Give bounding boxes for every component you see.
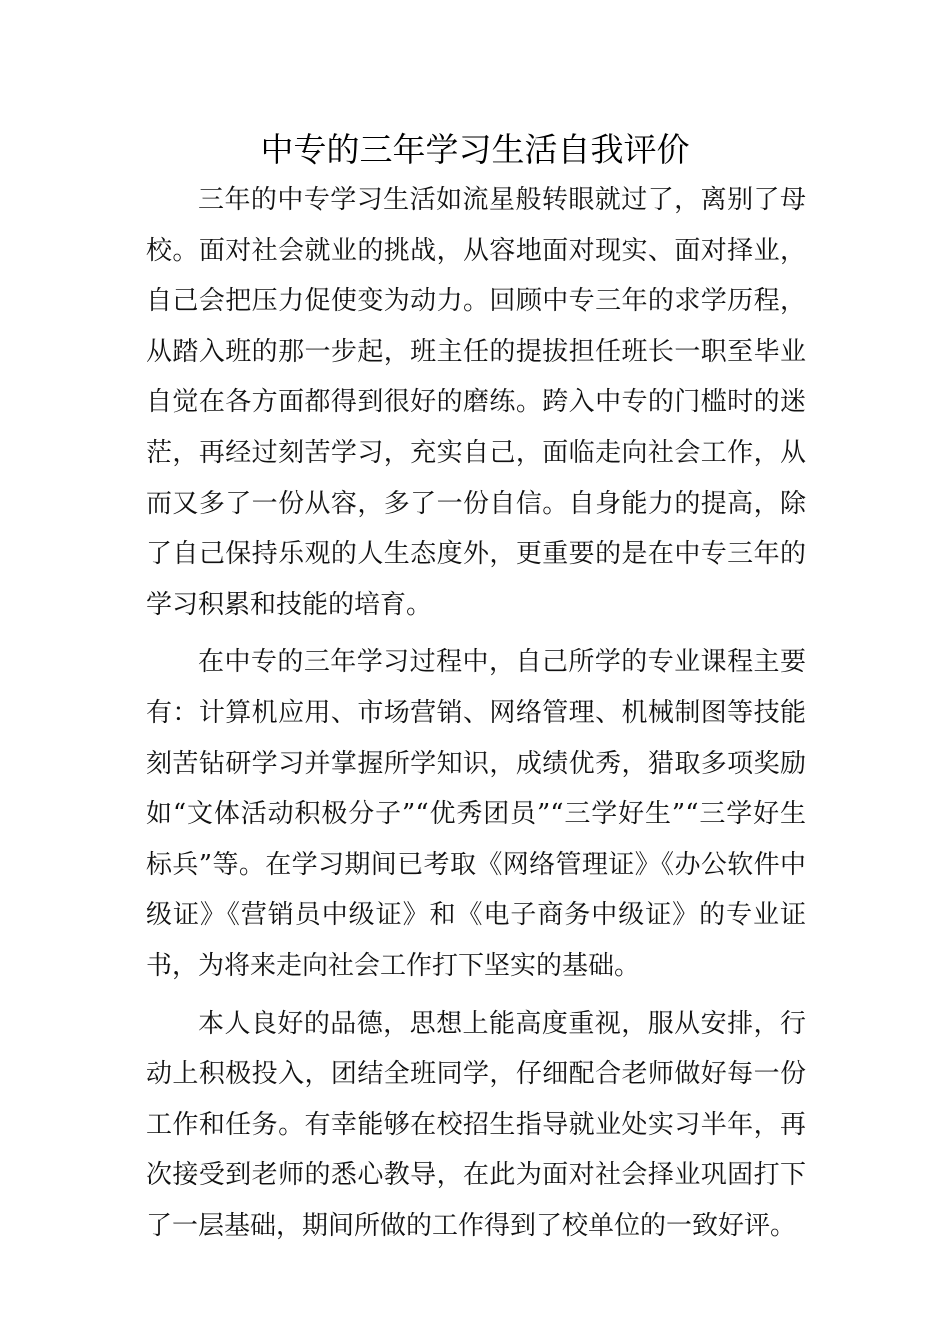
page-title: 中专的三年学习生活自我评价: [260, 130, 690, 169]
paragraph-2: 在中专的三年学习过程中，自己所学的专业课程主要有：计算机应用、市场营销、网络管理、机械制图等技能刻苦钻研学习并掌握所学知识，成绩优秀，猎取多项奖励如“文体活动积极分子”“优秀团员”“三学好生”“三学好生标兵”等。在学习期间已考取《网络管理证》《办公软件中级证》《营销员中级证》和《电子商务中级证》的专业证书，为将来走向社会工作打下坚实的基础。: [146, 647, 806, 981]
paragraph-1: 三年的中专学习生活如流星般转眼就过了，离别了母校。面对社会就业的挑战，从容地面对现实、面对择业，自己会把压力促使变为动力。回顾中专三年的求学历程，从踏入班的那一步起，班主任的提拔担任班长一职至毕业自觉在各方面都得到很好的磨练。跨入中专的门槛时的迷茫，再经过刻苦学习，充实自己，面临走向社会工作，从而又多了一份从容，多了一份自信。自身能力的提高，除了自己保持乐观的人生态度外，更重要的是在中专三年的学习积累和技能的培育。: [146, 185, 806, 620]
document-body: [146, 175, 806, 1258]
paragraph-3: 本人良好的品德，思想上能高度重视，服从安排，行动上积极投入，团结全班同学，仔细配合老师做好每一份工作和任务。有幸能够在校招生指导就业处实习半年，再次接受到老师的悉心教导，在此为面对社会择业巩固打下了一层基础，期间所做的工作得到了校单位的一致好评。: [146, 1008, 806, 1241]
